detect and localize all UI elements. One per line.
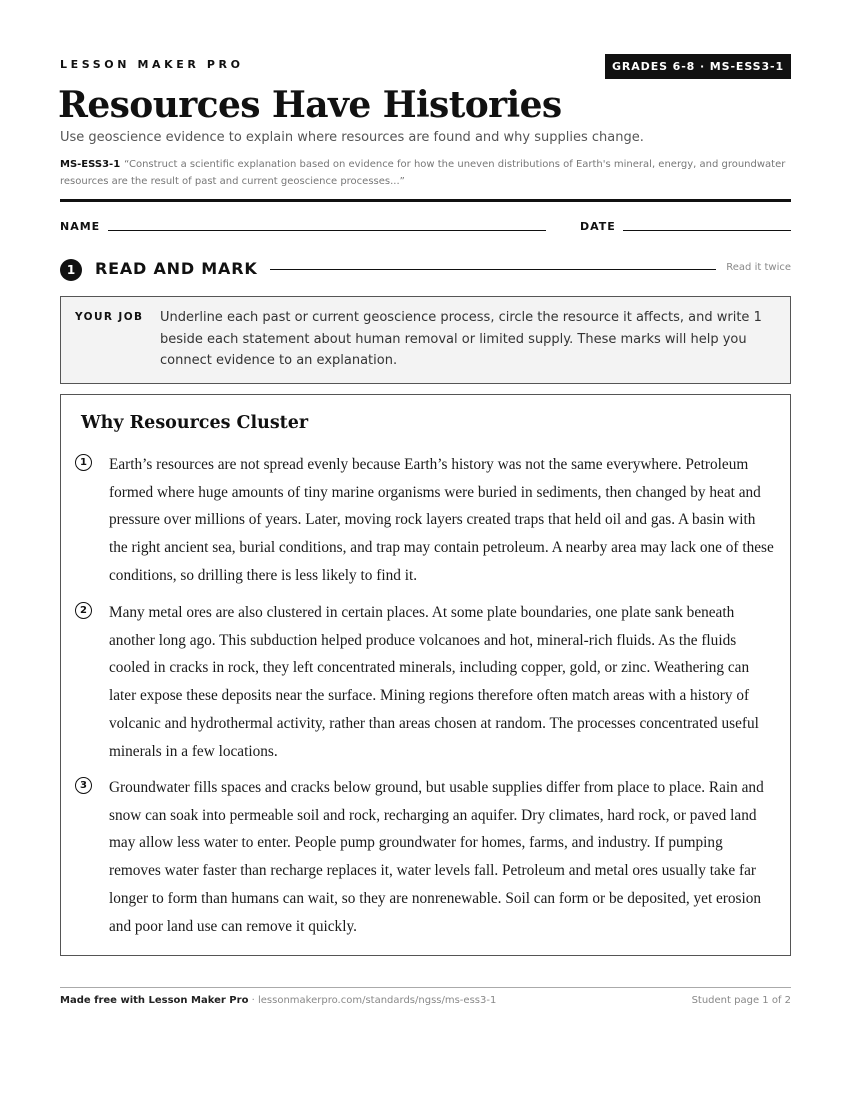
standard-code: MS-ESS3-1	[60, 159, 121, 170]
section-note: Read it twice	[726, 262, 791, 273]
brand-name: LESSON MAKER PRO	[60, 58, 244, 71]
page-subtitle: Use geoscience evidence to explain where resources are found and why supplies change.	[60, 130, 644, 145]
name-field[interactable]	[108, 230, 546, 231]
paragraph-number: 3	[75, 777, 92, 794]
standard-text: “Construct a scientific explanation based on evidence for how the uneven distributions of Earth's mineral, energy, and groundwater resources are the result of past and current geoscience processes...”	[60, 159, 786, 187]
reading-passage	[60, 394, 791, 956]
date-label: DATE	[580, 220, 616, 233]
header-divider	[60, 199, 791, 202]
paragraph-text: Groundwater fills spaces and cracks below ground, but usable supplies differ from place to place. Rain and snow can soak into permeable soil and rock, recharging an aquifer. Dry climates, hard rock, or paved land may allow less water to enter. People pump groundwater for homes, farms, and industry. If pumping removes water faster than recharge replaces it, water levels fall. Petroleum and metal ores usually take far longer to form than humans can wait, so they are nonrenewable. Soil can form or be deposited, yet erosion and poor land use can remove it quickly.	[109, 779, 764, 935]
footer-credit	[60, 995, 496, 1006]
your-job-label: YOUR JOB	[75, 311, 144, 323]
page-number: Student page 1 of 2	[691, 995, 791, 1006]
paragraph-text: Earth’s resources are not spread evenly because Earth’s history was not the same everywhere. Petroleum formed where huge amounts of tiny marine organisms were buried in sediments, then changed by heat and pressure over millions of years. Later, moving rock layers created traps that held oil and gas. A basin with the right ancient sea, burial conditions, and trap may contain petroleum. A nearby area may lack one of these conditions, so drilling there is less likely to find it.	[109, 456, 774, 584]
name-label: NAME	[60, 220, 101, 233]
paragraph-number: 2	[75, 602, 92, 619]
footer-url[interactable]: lessonmakerpro.com/standards/ngss/ms-ess3-1	[257, 995, 497, 1006]
date-field[interactable]	[623, 230, 791, 231]
page-title: Resources Have Histories	[58, 84, 562, 126]
section-divider	[270, 269, 716, 270]
paragraph-number: 1	[75, 454, 92, 471]
your-job-instructions: Underline each past or current geoscience process, circle the resource it affects, and write 1 beside each statement about human removal or limited supply. These marks will help you connect evidence to an explanation.	[160, 310, 762, 368]
reading-title: Why Resources Cluster	[81, 413, 309, 433]
grade-badge: GRADES 6-8 · MS-ESS3-1	[605, 54, 791, 79]
section-header	[60, 258, 791, 282]
section-number-badge: 1	[60, 259, 82, 281]
footer-separator: ·	[248, 995, 258, 1006]
your-job-box	[60, 296, 791, 384]
paragraph-text: Many metal ores are also clustered in certain places. At some plate boundaries, one plate sank beneath another long ago. This subduction helped produce volcanoes and hot, mineral-rich fluids. As the fluids cooled in cracks in rock, they left concentrated minerals, including copper, gold, or zinc. Weathering can later expose these deposits near the surface. Mining regions therefore often match areas with a history of volcanic and hydrothermal activity, rather than areas chosen at random. The processes concentrated useful minerals in a few locations.	[109, 604, 759, 760]
footer-divider	[60, 987, 791, 988]
footer-made-with: Made free with Lesson Maker Pro	[60, 995, 249, 1006]
standard-statement	[60, 156, 791, 190]
section-title: READ AND MARK	[95, 259, 258, 278]
